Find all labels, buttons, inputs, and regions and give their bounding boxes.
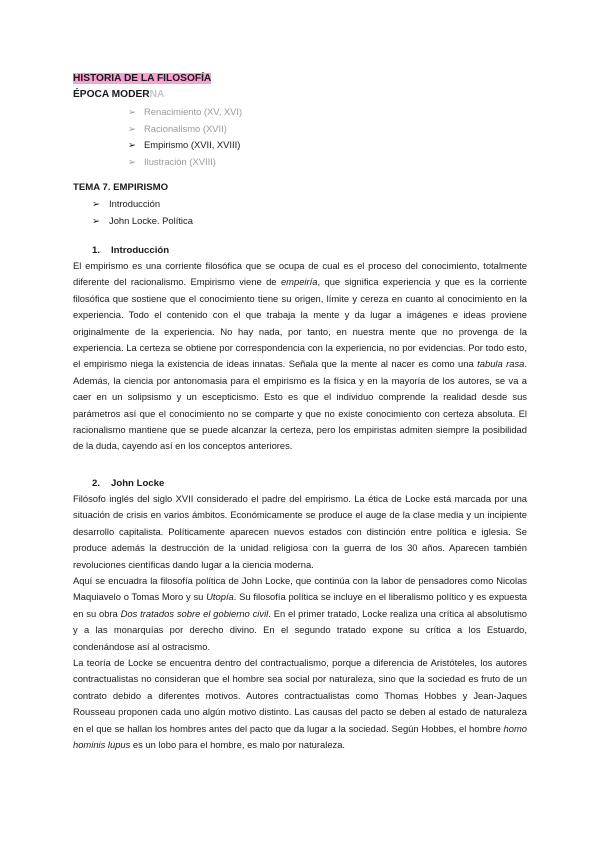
section-number: 1. (92, 245, 101, 256)
document-subtitle (73, 89, 164, 100)
period-label: Empirismo (XVII, XVIII) (144, 139, 241, 150)
tema-outline (92, 196, 193, 229)
arrow-bullet-icon: ➢ (128, 139, 136, 150)
document-title (73, 73, 211, 84)
arrow-bullet-icon: ➢ (128, 122, 136, 134)
period-item-current (128, 137, 242, 154)
period-item (128, 104, 242, 121)
period-item (128, 121, 242, 138)
outline-label: Introducción (109, 198, 161, 209)
section-1-heading (92, 245, 169, 256)
period-item (128, 154, 242, 171)
paragraph: Aquí se encuadra la filosofía política de John Locke, que continúa con la labor de pensadores como Nicolas Maquiavelo o Tomas Moro y su Utopía. Su filosofía política se incluye en el liberalismo político y es expuesta en su obra Dos tratados sobre el gobierno civil. En el primer tratado, Locke realiza una crítica al absolutismo y a las monarquías por derecho divino. En el segundo tratado expone su crítica a los Estuardo, condenándose así al ostracismo. (73, 575, 527, 652)
subtitle-main: ÉPOCA MODER (73, 89, 150, 100)
period-list (128, 104, 242, 170)
arrow-bullet-icon: ➢ (92, 214, 100, 226)
outline-item (92, 213, 193, 230)
tema-heading: TEMA 7. EMPIRISMO (73, 182, 169, 193)
outline-label: John Locke. Política (109, 214, 193, 226)
section-title: Introducción (111, 245, 170, 256)
emphasis: tabula rasa (477, 358, 525, 370)
period-label: Racionalismo (XVII) (144, 122, 227, 134)
emphasis: empeiría (280, 276, 318, 288)
emphasis: Utopía (206, 591, 234, 603)
paragraph: El empirismo es una corriente filosófica que se ocupa de cual es el proceso del conocimiento, totalmente diferente del racionalismo. Empirismo viene de empeiría, que significa experiencia y que es la corriente filosófica que sostiene que el conocimiento tiene su origen, límite y cereza en cuanto al conocimiento en la experiencia. Todo el contenido con el que trabaja la mente y da lugar a imágenes e ideas proviene originalmente de la experiencia. No hay nada, por tanto, en nuestra mente que no provenga de la experiencia. La certeza se obtiene por correspondencia con la experiencia, no por evidencias. Por todo esto, el empirismo niega la existencia de ideas innatas. Señala que la mente al nacer es como una tabula rasa. Además, la ciencia por antonomasia para el empirismo es la física y en la mayoría de los autores, se va a caer en un solipsismo y un escepticismo. Esto es que el individuo comprende la realidad desde sus parámetros así que el conocimiento no se comparte y que no existe conocimiento con certeza absoluta. El racionalismo mantiene que se puede alcanzar la certeza, pero los empiristas admiten siempre la posibilidad de la duda, cayendo así en los conceptos anteriores. (73, 260, 528, 452)
emphasis: homo hominis lupus (73, 722, 527, 751)
paragraph: La teoría de Locke se encuentra dentro del contractualismo, porque a diferencia de Aristóteles, los autores contractualistas no consideran que el hombre sea social por naturaleza, sino que la sociedad es fruto de un contrato debido a diferentes motivos. Autores contractualistas como Thomas Hobbes y Jean-Jaques Rousseau proponen cada uno algún motivo distinto. Las causas del pacto se deben al estado de naturaleza en el que se hallan los hombres antes del pacto que da lugar a la sociedad. Según Hobbes, el hombre homo hominis lupus es un lobo para el hombre, es malo por naturaleza. (73, 657, 527, 751)
subtitle-fade: NA (149, 89, 165, 100)
period-label: Renacimiento (XV, XVI) (144, 106, 243, 117)
period-label: Ilustración (XVIII) (144, 155, 216, 167)
arrow-bullet-icon: ➢ (92, 198, 100, 209)
paragraph: Filósofo inglés del siglo XVII considerado el padre del empirismo. La ética de Locke está marcada por una situación de crisis en varios ámbitos. Económicamente se produce el auge de la clase media y un incipiente desarrollo capitalista. Políticamente aparecen nuevos estados con distinción entre política e iglesia. Se produce además la destrucción de la unidad religiosa con la guerra de los 30 años. Aparecen también revoluciones científicas dando lugar a la ciencia moderna. (73, 493, 527, 570)
section-2-body (73, 491, 527, 754)
title-highlight: HISTORIA DE LA FILOSOFÍA (73, 73, 212, 84)
arrow-bullet-icon: ➢ (128, 106, 136, 117)
arrow-bullet-icon: ➢ (128, 155, 136, 167)
section-number: 2. (92, 478, 101, 489)
section-title: John Locke (111, 478, 165, 489)
section-1-body (73, 258, 527, 455)
emphasis: Dos tratados sobre el gobierno civil (120, 607, 269, 619)
outline-item (92, 196, 193, 213)
section-2-heading (92, 478, 164, 489)
